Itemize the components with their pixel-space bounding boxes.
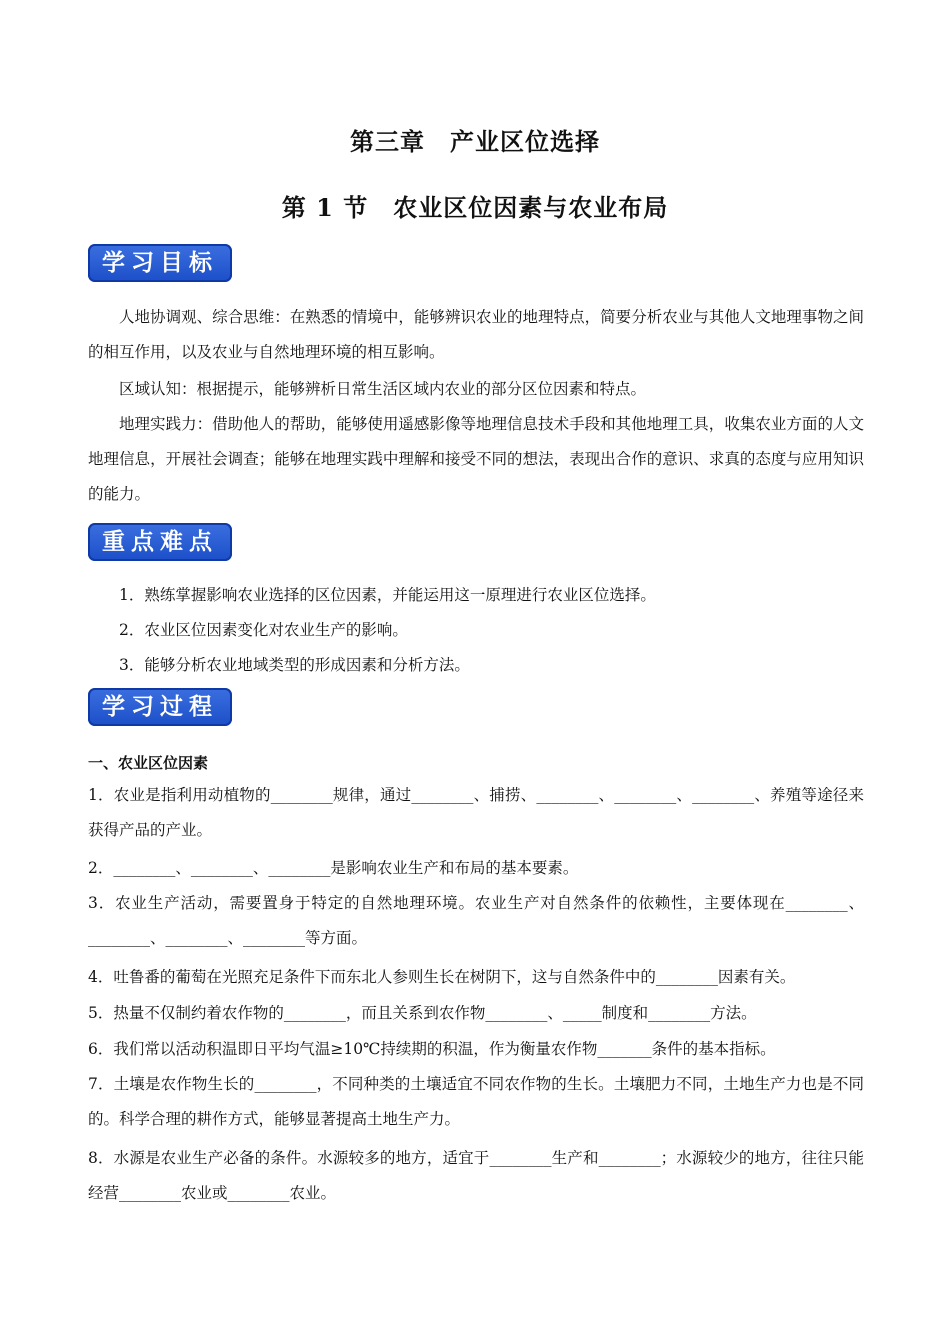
key-point-item: 2．农业区位因素变化对农业生产的影响。: [119, 621, 408, 639]
objective-paragraph: 人地协调观、综合思维：在熟悉的情境中，能够辨识农业的地理特点，简要分析农业与其他人文地理事物之间的相互作用，以及农业与自然地理环境的相互影响。: [88, 308, 864, 361]
question-item: 2．________、________、________是影响农业生产和布局的基本要素。: [88, 859, 579, 877]
badge-learning-process: 学习过程: [88, 688, 232, 726]
chapter-title: 第三章 产业区位选择: [350, 127, 600, 156]
key-point-item: 1．熟练掌握影响农业选择的区位因素，并能运用这一原理进行农业区位选择。: [119, 586, 656, 604]
question-item: 5．热量不仅制约着农作物的________，而且关系到农作物________、_____制度和________方法。: [88, 1004, 757, 1022]
badge-key-points: 重点难点: [88, 523, 232, 561]
section-title: 第 1 节 农业区位因素与农业布局: [281, 193, 669, 222]
question-item: 6．我们常以活动积温即日平均气温≥10℃持续期的积温，作为衡量农作物_______条件的基本指标。: [88, 1040, 776, 1058]
question-item: 1．农业是指利用动植物的________规律，通过________、捕捞、________、________、________、养殖等途径来获得产品的产业。: [88, 786, 864, 839]
key-point-item: 3．能够分析农业地域类型的形成因素和分析方法。: [119, 656, 470, 674]
section-heading: 一、农业区位因素: [88, 754, 209, 772]
question-item: 7．土壤是农作物生长的________，不同种类的土壤适宜不同农作物的生长。土壤肥力不同，土地生产力也是不同的。科学合理的耕作方式，能够显著提高土地生产力。: [88, 1075, 864, 1128]
question-item: 4．吐鲁番的葡萄在光照充足条件下而东北人参则生长在树阴下，这与自然条件中的________因素有关。: [88, 968, 796, 986]
objective-paragraph: 区域认知：根据提示，能够辨析日常生活区域内农业的部分区位因素和特点。: [119, 380, 647, 398]
question-item: 3．农业生产活动，需要置身于特定的自然地理环境。农业生产对自然条件的依赖性，主要体现在________、________、________、________等方面。: [88, 894, 864, 947]
question-item: 8．水源是农业生产必备的条件。水源较多的地方，适宜于________生产和________；水源较少的地方，往往只能经营________农业或________农业。: [88, 1149, 864, 1202]
badge-learning-objectives: 学习目标: [88, 244, 232, 282]
objective-paragraph: 地理实践力：借助他人的帮助，能够使用遥感影像等地理信息技术手段和其他地理工具，收集农业方面的人文地理信息，开展社会调查；能够在地理实践中理解和接受不同的想法，表现出合作的意识、求真的态度与应用知识的能力。: [88, 415, 864, 503]
